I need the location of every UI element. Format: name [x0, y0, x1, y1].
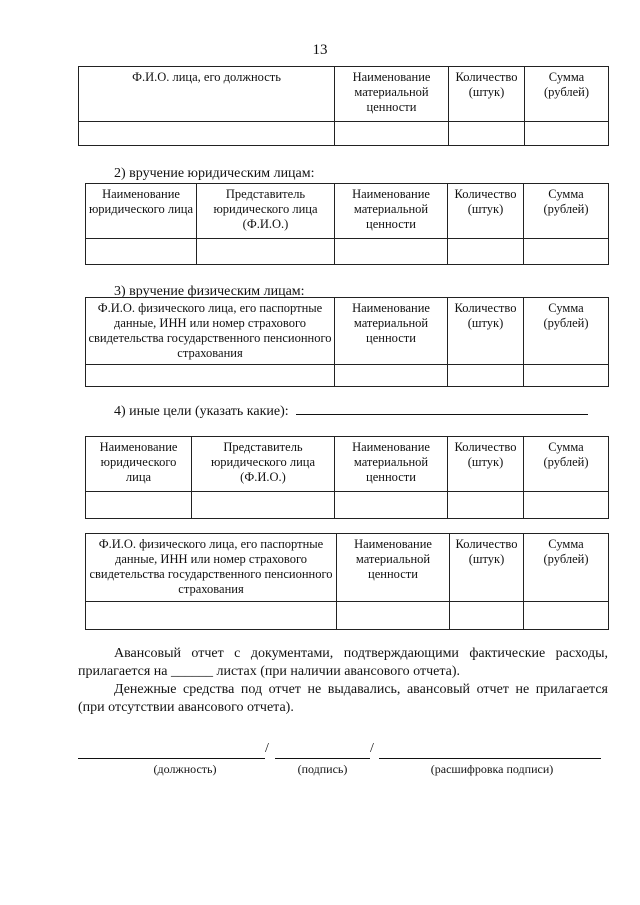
empty-cell[interactable]	[337, 602, 450, 630]
header-cell: Количество (штук)	[448, 184, 524, 239]
section-4-text: 4) иные цели (указать какие):	[114, 404, 289, 419]
signature-line[interactable]	[275, 758, 370, 759]
empty-cell[interactable]	[448, 239, 524, 265]
header-cell: Сумма (рублей)	[524, 184, 609, 239]
header-cell: Наименование материальной ценности	[335, 437, 448, 492]
position-signature-line[interactable]	[78, 758, 265, 759]
name-decoding-line[interactable]	[379, 758, 601, 759]
section-3-label: 3) вручение физическим лицам:	[114, 284, 305, 299]
sheets-count-blank[interactable]: ______	[171, 664, 214, 679]
position-caption: (должность)	[153, 762, 217, 776]
advance-report-suffix: листах (при наличии авансового отчета).	[216, 664, 461, 679]
empty-cell[interactable]	[525, 122, 609, 146]
signature-caption: (подпись)	[297, 762, 348, 776]
empty-cell[interactable]	[86, 602, 337, 630]
page-number: 13	[312, 42, 328, 58]
table-other-legal-entities	[85, 436, 609, 519]
advance-report-line-1: Авансовый отчет с документами, подтверждающими фактические расходы,	[114, 646, 608, 661]
header-cell: Сумма (рублей)	[524, 298, 609, 365]
header-cell: Сумма (рублей)	[525, 67, 609, 122]
table-legal-entities	[85, 183, 609, 265]
header-cell: Ф.И.О. физического лица, его паспортные данные, ИНН или номер страхового свидетельства государственного пенсионного страхования	[86, 534, 337, 602]
empty-cell[interactable]	[448, 492, 524, 519]
empty-cell[interactable]	[448, 365, 524, 387]
empty-cell[interactable]	[335, 365, 448, 387]
header-cell: Ф.И.О. физического лица, его паспортные данные, ИНН или номер страхового свидетельства государственного пенсионного страхования	[86, 298, 335, 365]
signature-separator: /	[265, 741, 269, 756]
header-cell: Наименование материальной ценности	[335, 298, 448, 365]
section-2-label: 2) вручение юридическим лицам:	[114, 166, 315, 181]
header-cell: Количество (штук)	[448, 437, 524, 492]
header-cell: Наименование материальной ценности	[335, 184, 448, 239]
header-cell: Количество (штук)	[450, 534, 524, 602]
header-cell: Количество (штук)	[449, 67, 525, 122]
empty-cell[interactable]	[335, 492, 448, 519]
header-cell: Представитель юридического лица (Ф.И.О.)	[197, 184, 335, 239]
table-other-individuals	[85, 533, 609, 630]
table-persons-positions	[78, 66, 609, 146]
empty-cell[interactable]	[86, 239, 197, 265]
header-cell: Наименование материальной ценности	[335, 67, 449, 122]
header-cell: Наименование юридического лица	[86, 184, 197, 239]
table-individuals	[85, 297, 609, 387]
other-purposes-blank[interactable]	[296, 414, 588, 415]
empty-cell[interactable]	[192, 492, 335, 519]
empty-cell[interactable]	[79, 122, 335, 146]
header-cell: Количество (штук)	[448, 298, 524, 365]
section-4-label	[114, 404, 588, 420]
empty-cell[interactable]	[335, 122, 449, 146]
header-cell: Ф.И.О. лица, его должность	[79, 67, 335, 122]
header-cell: Представитель юридического лица (Ф.И.О.)	[192, 437, 335, 492]
empty-cell[interactable]	[335, 239, 448, 265]
header-cell: Сумма (рублей)	[524, 437, 609, 492]
signature-separator: /	[370, 741, 374, 756]
empty-cell[interactable]	[86, 492, 192, 519]
empty-cell[interactable]	[449, 122, 525, 146]
empty-cell[interactable]	[450, 602, 524, 630]
header-cell: Сумма (рублей)	[524, 534, 609, 602]
empty-cell[interactable]	[524, 602, 609, 630]
advance-report-paragraph	[78, 645, 608, 681]
advance-report-prefix: прилагается на	[78, 664, 168, 679]
header-cell: Наименование материальной ценности	[337, 534, 450, 602]
empty-cell[interactable]	[524, 365, 609, 387]
empty-cell[interactable]	[197, 239, 335, 265]
advance-report-line-2	[78, 663, 608, 681]
empty-cell[interactable]	[86, 365, 335, 387]
header-cell: Наименование юридического лица	[86, 437, 192, 492]
empty-cell[interactable]	[524, 239, 609, 265]
name-decoding-caption: (расшифровка подписи)	[430, 762, 554, 776]
no-funds-paragraph: Денежные средства под отчет не выдавались, авансовый отчет не прилагается (при отсутствии авансового отчета).	[78, 682, 608, 715]
empty-cell[interactable]	[524, 492, 609, 519]
